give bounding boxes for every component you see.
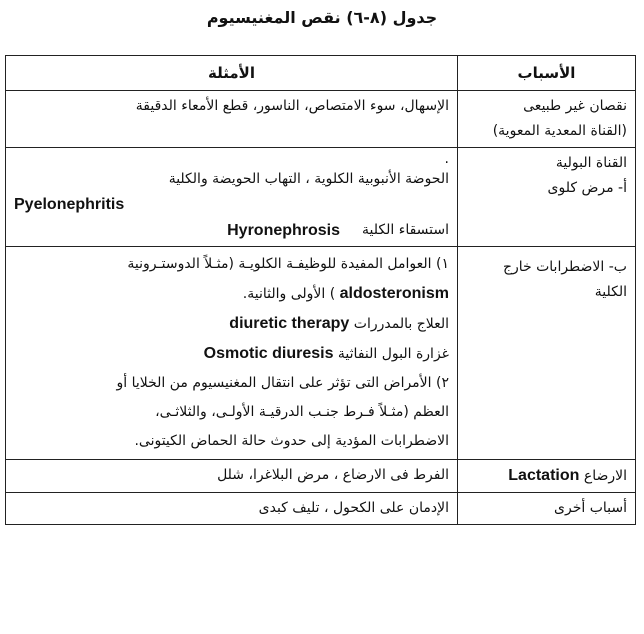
example-line: الفرط فى الارضاع ، مرض البلاغرا، شلل: [217, 467, 449, 483]
cause-cell: [458, 460, 636, 493]
cause-cell: [458, 91, 636, 148]
example-line: الإدمان على الكحول ، تليف كبدى: [258, 500, 449, 516]
arabic-term: العلاج بالمدررات: [353, 316, 449, 332]
example-line: الاضطرابات المؤدية إلى حدوث حالة الحماض الكيتونى.: [134, 433, 449, 449]
header-row: [6, 56, 636, 91]
cause-line: ب- الاضطرابات خارج: [502, 259, 627, 275]
dot-marker: .: [444, 151, 449, 167]
english-term: aldosteronism: [339, 285, 449, 302]
table-row: [6, 91, 636, 148]
english-term: Pyelonephritis: [14, 196, 125, 213]
english-term: Lactation: [508, 467, 580, 484]
cause-line: الكلية: [594, 284, 627, 300]
english-term: diuretic therapy: [229, 315, 350, 332]
example-line: ٢) الأمراض التى تؤثر على انتقال المغنيسيوم من الخلايا أو: [116, 375, 449, 391]
cause-cell: [458, 493, 636, 525]
example-line-mixed: [14, 279, 449, 309]
examples-cell: [6, 247, 458, 460]
arabic-term: غزارة البول النفاثية: [337, 346, 449, 362]
cause-cell: [458, 148, 636, 247]
example-line: الإسهال، سوء الامتصاص، الناسور، قطع الأمعاء الدقيقة: [135, 98, 449, 114]
magnesium-deficiency-table: [5, 55, 636, 525]
example-line-en: [14, 192, 449, 218]
cause-line: نقصان غير طبيعى: [523, 98, 627, 114]
table-title: جدول (٨-٦) نقص المغنيسيوم: [206, 8, 438, 27]
arabic-term: استسقاء الكلية: [362, 222, 449, 238]
header-causes: الأسباب: [458, 56, 636, 91]
table-row: [6, 247, 636, 460]
table-row: [6, 493, 636, 525]
cause-line: (القناة المعدية المعوية): [492, 123, 627, 139]
examples-cell: [6, 460, 458, 493]
example-line-mixed: [14, 309, 449, 339]
cause-line: أ- مرض كلوى: [547, 180, 627, 196]
english-term: Osmotic diuresis: [203, 345, 334, 362]
cause-line: القناة البولية: [555, 155, 627, 171]
header-examples: الأمثلة: [6, 56, 458, 91]
table-row: [6, 148, 636, 247]
table-row: [6, 460, 636, 493]
examples-cell: [6, 91, 458, 148]
example-line: ١) العوامل المفيدة للوظيفـة الكلويـة (مثـلاً الدوستـرونية: [127, 256, 449, 272]
examples-cell: [6, 148, 458, 247]
cause-line: أسباب أخرى: [554, 500, 627, 516]
example-line-mixed: [14, 218, 449, 243]
example-line: العظم (مثـلاً فـرط جنـب الدرقيـة الأولـى، والثلاثـى،: [155, 404, 449, 420]
example-line-mixed: [14, 339, 449, 369]
example-line: الحوضة الأنبوبية الكلوية ، التهاب الحويضة والكلية: [168, 171, 449, 187]
english-term: Hyronephrosis: [227, 222, 341, 239]
arabic-term: ) الأولى والثانية.: [242, 286, 336, 302]
cause-cell: [458, 247, 636, 460]
cause-term: الارضاع: [583, 468, 627, 484]
examples-cell: [6, 493, 458, 525]
